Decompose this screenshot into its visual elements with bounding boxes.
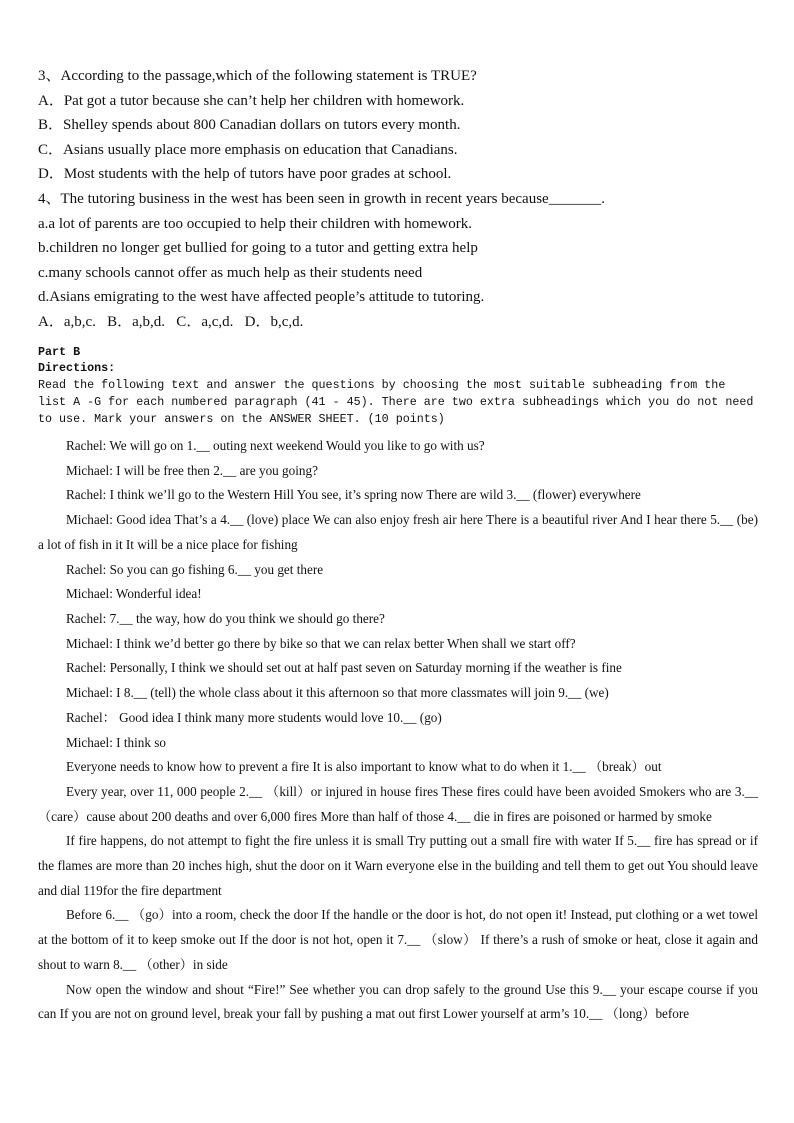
question-3-option-a: A．Pat got a tutor because she can’t help her children with homework. — [38, 92, 465, 109]
part-b-heading: Part B — [38, 344, 81, 359]
dialogue-line: Michael: Good idea That’s a 4.__ (love) place We can also enjoy fresh air here There is a beautiful river And I hear there 5.__ (be) a lot of fish in it It will be a nice place for fishing — [38, 512, 762, 552]
dialogue-line: Rachel: 7.__ the way, how do you think we should go there? — [66, 610, 385, 626]
dialogue-line: Rachel： Good idea I think many more students would love 10.__ (go) — [66, 709, 442, 725]
dialogue-line: Rachel: We will go on 1.__ outing next weekend Would you like to go with us? — [66, 438, 485, 454]
question-3-option-d: D．Most students with the help of tutors have poor grades at school. — [38, 166, 452, 183]
dialogue-line: Michael: I will be free then 2.__ are you going? — [66, 462, 318, 478]
question-3-block — [38, 64, 758, 187]
directions-line: Read the following text and answer the questions by choosing the most suitable subheading from the — [38, 378, 726, 393]
question-4-option-c: c.many schools cannot offer as much help as their students need — [38, 264, 423, 281]
question-4-option-b: b.children no longer get bullied for going to a tutor and getting extra help — [38, 240, 478, 257]
directions-label: Directions: — [38, 361, 116, 376]
dialogue-line: Michael: I think so — [66, 734, 166, 750]
dialogue-line: Rachel: I think we’ll go to the Western Hill You see, it’s spring now There are wild 3.__ (flower) everywhere — [66, 487, 641, 503]
question-4-option-a: a.a lot of parents are too occupied to help their children with homework. — [38, 215, 473, 232]
dialogue-line: Michael: I think we’d better go there by bike so that we can relax better When shall we start off? — [66, 635, 576, 651]
dialogue-line: Michael: Wonderful idea! — [66, 586, 202, 602]
dialogue-line: Rachel: So you can go fishing 6.__ you get there — [66, 561, 324, 577]
question-3-text: 3、According to the passage,which of the following statement is TRUE? — [38, 68, 477, 84]
passage-paragraph: Before 6.__ （go）into a room, check the door If the handle or the door is hot, do not open it! Instead, put clothing or a wet towel at the bottom of it to keep smoke out If the door is not hot, open it 7.__ （slow） If there’s a rush of smoke or heat, close it again and shout to warn 8.__ （other）in side — [38, 907, 762, 972]
passage-paragraph: Everyone needs to know how to prevent a fire It is also important to know what to do when it 1.__ （break）out — [66, 759, 662, 775]
part-b-directions-block — [38, 344, 758, 429]
dialogue-section — [38, 434, 762, 755]
fire-passage-section — [38, 755, 762, 1027]
question-3-option-c: C．Asians usually place more emphasis on education that Canadians. — [38, 141, 458, 158]
dialogue-line: Rachel: Personally, I think we should set out at half past seven on Saturday morning if the weather is fine — [66, 660, 622, 676]
question-3-option-b: B．Shelley spends about 800 Canadian dollars on tutors every month. — [38, 117, 461, 134]
question-4-answer-choices: A．a,b,c. B．a,b,d. C．a,c,d. D．b,c,d. — [38, 313, 304, 330]
directions-line: to use. Mark your answers on the ANSWER SHEET. (10 points) — [38, 412, 445, 427]
directions-line: list A -G for each numbered paragraph (41 - 45). There are two extra subheadings which you do not need — [38, 395, 754, 410]
question-4-text: 4、The tutoring business in the west has been seen in growth in recent years because_______. — [38, 190, 605, 207]
question-4-block — [38, 187, 758, 335]
passage-paragraph: Every year, over 11, 000 people 2.__ （kill）or injured in house fires These fires could have been avoided Smokers who are 3.__ （care）cause about 200 deaths and over 6,000 fires More than half of those 4.__ die in fires are poisoned or harmed by smoke — [38, 783, 762, 824]
passage-paragraph: Now open the window and shout “Fire!” See whether you can drop safely to the ground Use this 9.__ your escape course if you can If you are not on ground level, break your fall by pushing a mat out first Lower yourself at arm’s 10.__ （long）before — [38, 981, 762, 1022]
dialogue-line: Michael: I 8.__ (tell) the whole class about it this afternoon so that more classmates will join 9.__ (we) — [66, 685, 609, 701]
passage-paragraph: If fire happens, do not attempt to fight the fire unless it is small Try putting out a small fire with water If 5.__ fire has spread or if the flames are more than 20 inches high, shut the door on it Warn everyone else in the building and tell them to get out You should leave and dial 119for the fire department — [38, 833, 762, 898]
question-4-option-d: d.Asians emigrating to the west have affected people’s attitude to tutoring. — [38, 289, 485, 306]
